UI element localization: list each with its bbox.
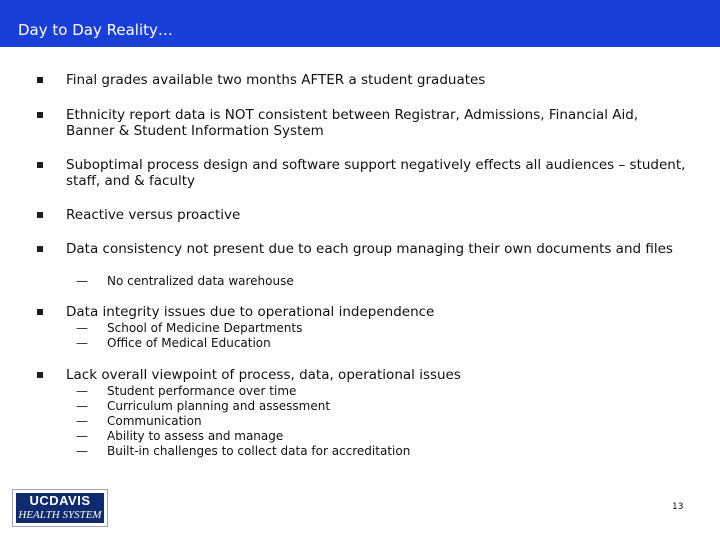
dash-icon: — (76, 444, 88, 458)
logo-line-1: UCDAVIS (29, 493, 91, 508)
sub-item-text: Communication (107, 414, 202, 428)
bullet-square-icon (37, 372, 43, 378)
logo-line-2: HEALTH SYSTEM (18, 509, 102, 521)
bullet-text: Final grades available two months AFTER a student graduates (66, 72, 486, 88)
sub-item-text: Ability to assess and manage (107, 429, 284, 443)
sub-item (0, 384, 720, 399)
page-number: 13 (672, 502, 684, 512)
dash-icon: — (76, 384, 88, 398)
sub-item-text: Built-in challenges to collect data for accreditation (107, 444, 411, 458)
sub-item (0, 336, 720, 351)
bullet-text: Data integrity issues due to operational independence (66, 304, 435, 320)
sub-item-text: Curriculum planning and assessment (107, 399, 331, 413)
bullet-square-icon (37, 162, 43, 168)
sub-item (0, 321, 720, 336)
bullet-square-icon (37, 77, 43, 83)
sub-item-text: Office of Medical Education (107, 336, 271, 350)
slide-title: Day to Day Reality… (18, 21, 173, 39)
sub-item (0, 274, 720, 289)
bullet-square-icon (37, 112, 43, 118)
sub-item (0, 429, 720, 444)
sub-item-text: No centralized data warehouse (107, 274, 294, 288)
sub-item-text: Student performance over time (107, 384, 297, 398)
bullet-text: Lack overall viewpoint of process, data, operational issues (66, 367, 461, 383)
bullet-text: Data consistency not present due to each group managing their own documents and files (66, 241, 673, 257)
uc-davis-health-system-logo (12, 489, 108, 527)
dash-icon: — (76, 274, 88, 288)
dash-icon: — (76, 414, 88, 428)
sub-item (0, 414, 720, 429)
dash-icon: — (76, 429, 88, 443)
logo-panel (16, 493, 104, 523)
bullet-text: Ethnicity report data is NOT consistent between Registrar, Admissions, Financial Aid, Banner & Student Information System (66, 107, 639, 139)
sub-item-text: School of Medicine Departments (107, 321, 303, 335)
dash-icon: — (76, 399, 88, 413)
bullet-square-icon (37, 246, 43, 252)
sub-item (0, 444, 720, 459)
bullet-square-icon (37, 212, 43, 218)
bullet-text: Reactive versus proactive (66, 207, 241, 223)
dash-icon: — (76, 336, 88, 350)
sub-item (0, 399, 720, 414)
dash-icon: — (76, 321, 88, 335)
bullet-text: Suboptimal process design and software support negatively effects all audiences – student, staff, and & faculty (66, 157, 686, 189)
bullet-square-icon (37, 309, 43, 315)
